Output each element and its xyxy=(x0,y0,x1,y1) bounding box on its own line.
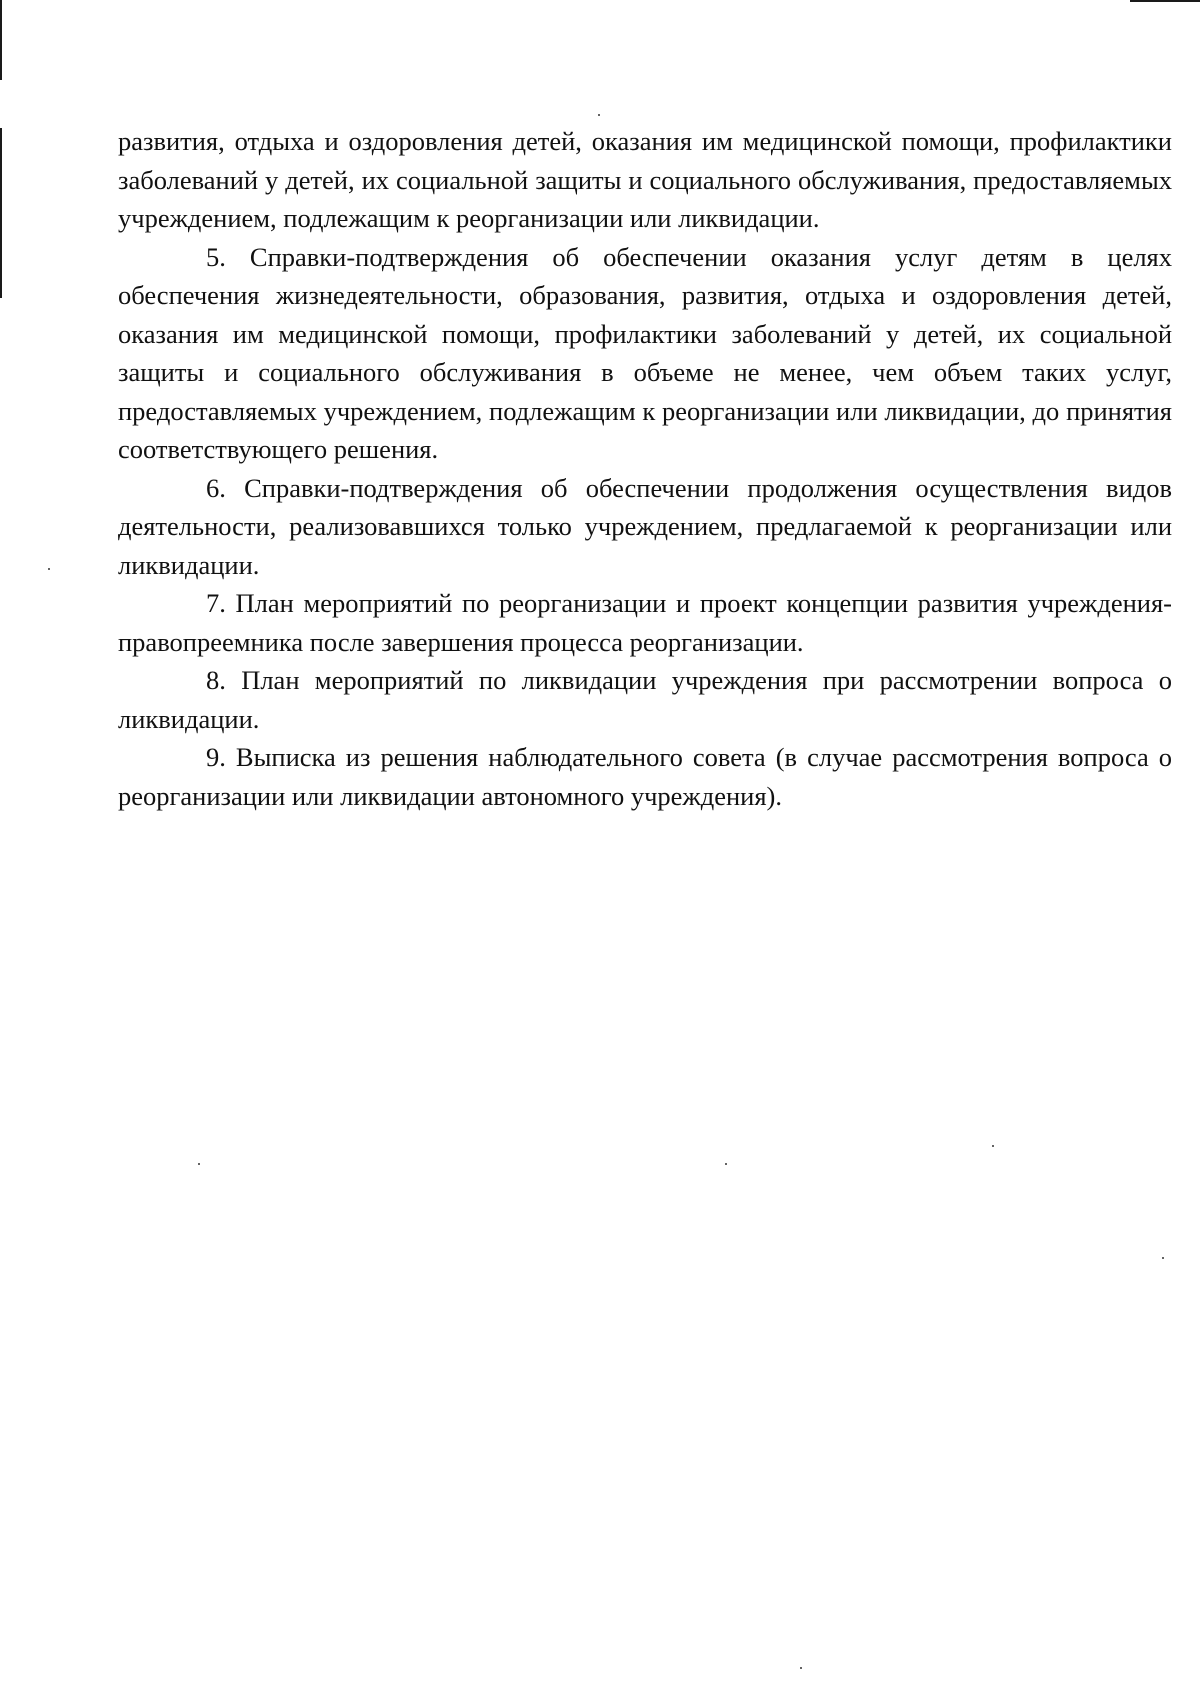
scan-edge-mark xyxy=(0,0,2,80)
scan-speck xyxy=(1162,1257,1164,1259)
scan-speck xyxy=(48,568,50,570)
scan-edge-mark xyxy=(1130,0,1200,2)
paragraph-item-7: 7. План мероприятий по реорганизации и проект концепции развития учреждения-правопреемника после завершения процесса реорганизации. xyxy=(118,588,1172,657)
scan-speck xyxy=(992,1145,994,1147)
paragraph-item-9: 9. Выписка из решения наблюдательного совета (в случае рассмотрения вопроса о реорганизации или ликвидации автономного учреждения). xyxy=(118,742,1172,811)
paragraph-item-8: 8. План мероприятий по ликвидации учреждения при рассмотрении вопроса о ликвидации. xyxy=(118,665,1172,734)
scan-speck xyxy=(800,1667,802,1669)
paragraph-item-6: 6. Справки-подтверждения об обеспечении продолжения осуществления видов деятельности, реализовавшихся только учреждением, предлагаемой к реорганизации или ликвидации. xyxy=(118,472,1172,580)
paragraph-continuation: развития, отдыха и оздоровления детей, оказания им медицинской помощи, профилактики заболеваний у детей, их социальной защиты и социального обслуживания, предоставляемых учреждением, подлежащим к реорганизации или ликвидации. xyxy=(118,126,1172,233)
scan-speck xyxy=(598,114,600,116)
scan-speck xyxy=(725,1163,727,1165)
scan-edge-mark xyxy=(0,128,2,298)
scan-speck xyxy=(198,1163,200,1165)
document-body xyxy=(118,122,1172,815)
paragraph-item-5: 5. Справки-подтверждения об обеспечении оказания услуг детям в целях обеспечения жизнедеятельности, образования, развития, отдыха и оздоровления детей, оказания им медицинской помощи, профилактики заболеваний у детей, их социальной защиты и социального обслуживания в объеме не менее, чем объем таких услуг, предоставляемых учреждением, подлежащим к реорганизации или ликвидации, до принятия соответствующего решения. xyxy=(118,241,1172,464)
